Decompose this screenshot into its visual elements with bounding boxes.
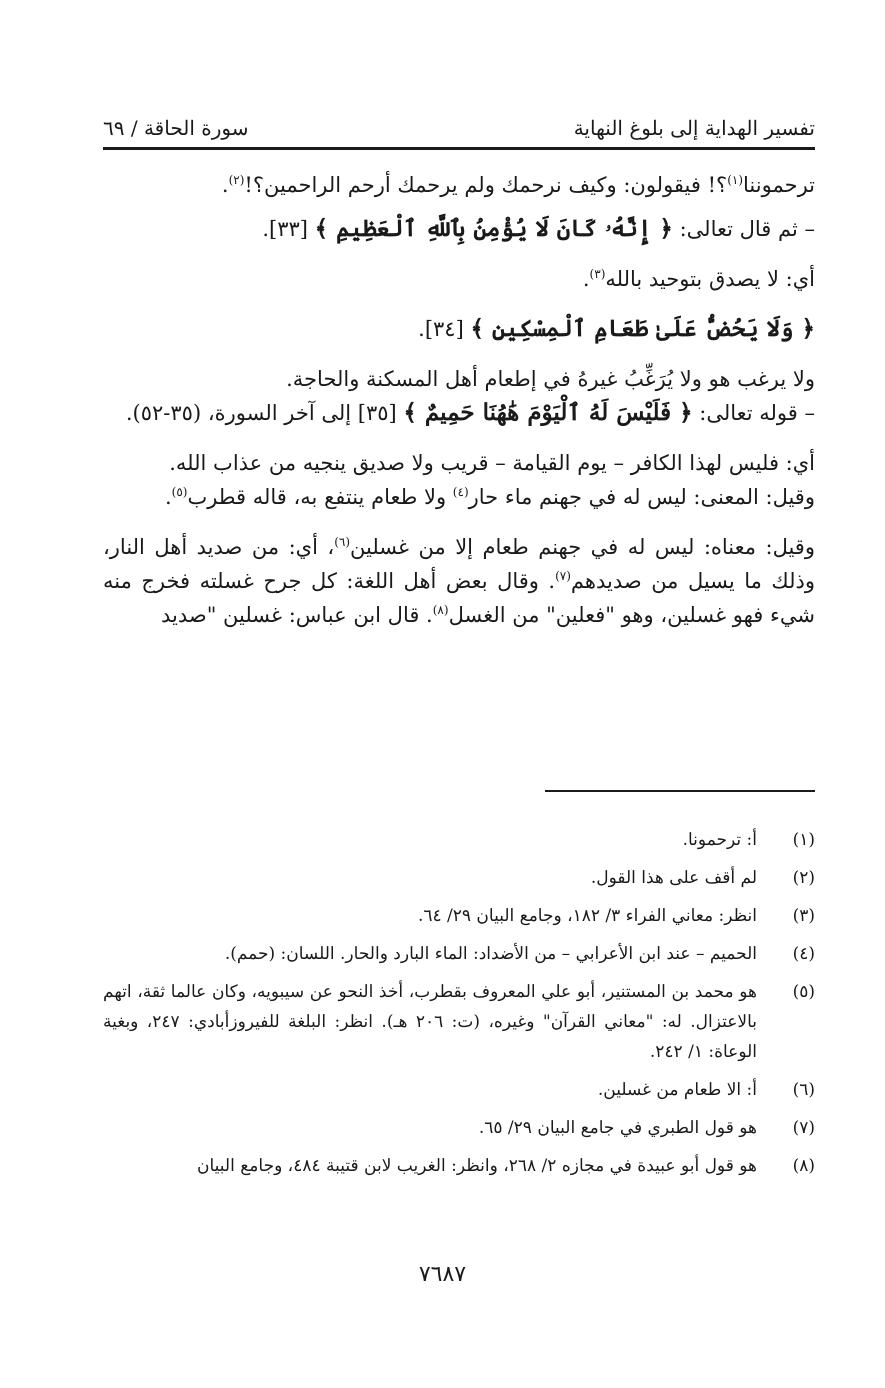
footnotes: [103, 825, 815, 1189]
paragraph: وقيل: معناه: ليس له في جهنم طعام إلا من غسلين$^{(٦)}$، أي: من صديد أهل النار، وذلك ما يسيل من صديدهم$^{(٧)}$. وقال بعض أهل اللغة: كل جرح غسلته فخرج منه شيء فهو غسلين، وهو "فعلين" من الغسل$^{(٨)}$. قال ابن عباس: غسلين "صديد: [103, 535, 816, 627]
footnote-item: [103, 825, 815, 855]
footnote-item: [103, 901, 815, 931]
footnote-text: هو قول الطبري في جامع البيان ٢٩/ ٦٥.: [478, 1118, 757, 1138]
footnote-number: (٤): [792, 944, 815, 964]
footnote-item: [103, 1113, 815, 1143]
footnote-text: لم أقف على هذا القول.: [590, 868, 757, 888]
footnote-text: الحميم – عند ابن الأعرابي – من الأضداد: الماء البارد والحار. اللسان: (حمم).: [224, 944, 757, 964]
footnote-item: [103, 863, 815, 893]
footnote-number: (٢): [792, 868, 815, 888]
footnote-number: (٧): [792, 1118, 815, 1138]
header-divider: [103, 147, 815, 150]
footnote-text: أ: الا طعام من غسلين.: [597, 1080, 757, 1100]
paragraph: ترحموننا$^{(١)}$؟! فيقولون: وكيف نرحمك ولم يرحمك أرحم الراحمين؟!$^{(٢)}$.: [221, 173, 815, 197]
paragraph: أي: لا يصدق بتوحيد بالله$^{(٣)}$.: [582, 267, 815, 291]
footnote-ref: (٨): [432, 603, 449, 617]
footnote-number: (١): [792, 830, 815, 850]
footnote-number: (٦): [792, 1080, 815, 1100]
footnote-text: هو محمد بن المستنير، أبو علي المعروف بقطرب، أخذ النحو عن سيبويه، وكان عالما ثقة، اتهم بالاعتزال. له: "معاني القرآن" وغيره، (ت: ٢٠٦ هـ). انظر: البلغة للفيروزأبادي: ٢٤٧، وبغية الوعاة: ١/ ٢٤٢.: [103, 982, 758, 1062]
surah-page-label: سورة الحاقة / ٦٩: [103, 116, 249, 140]
footnote-item: [103, 939, 815, 969]
quran-verse: ﴿ فَلَيْسَ لَهُ ٱلْيَوْمَ هَٰهُنَا حَمِيمٌ ﴾: [403, 399, 693, 426]
page-number: ٧٦٨٧: [418, 1262, 467, 1287]
footnote-number: (٨): [792, 1156, 815, 1176]
paragraph: – قوله تعالى: ﴿ فَلَيْسَ لَهُ ٱلْيَوْمَ هَٰهُنَا حَمِيمٌ ﴾ [٣٥] إلى آخر السورة، (٣٥-٥٢).: [125, 399, 815, 426]
footnote-text: هو قول أبو عبيدة في مجازه ٢/ ٢٦٨، وانظر: الغريب لابن قتيبة ٤٨٤، وجامع البيان: [197, 1156, 757, 1176]
quran-verse: ﴿ إِنَّهُۥ كَانَ لَا يُؤْمِنُ بِٱللَّهِ ٱلْعَظِيمِ ﴾: [314, 215, 673, 242]
footnote-item: [103, 1151, 815, 1181]
main-text: [103, 168, 815, 632]
footnote-item: [103, 1075, 815, 1105]
footnote-ref: (٧): [555, 569, 571, 583]
footnote-ref: (٦): [334, 535, 351, 549]
footnote-number: (٥): [792, 982, 815, 1002]
footnote-item: [103, 977, 815, 1067]
footnote-ref: (١): [727, 173, 744, 187]
footnote-divider: [545, 790, 815, 792]
footnote-ref: (٢): [228, 173, 245, 187]
footnote-ref: (٥): [171, 485, 188, 499]
paragraph: أي: فليس لهذا الكافر – يوم القيامة – قريب ولا صديق ينجيه من عذاب الله.: [169, 451, 815, 475]
book-title: تفسير الهداية إلى بلوغ النهاية: [573, 116, 815, 140]
paragraph: – ثم قال تعالى: ﴿ إِنَّهُۥ كَانَ لَا يُؤْمِنُ بِٱللَّهِ ٱلْعَظِيمِ ﴾ [٣٣].: [262, 215, 815, 242]
paragraph: ﴿ وَلَا يَحُضُّ عَلَىٰ طَعَامِ ٱلْمِسْكِينِ ﴾ [٣٤].: [418, 315, 815, 342]
footnote-ref: (٤): [452, 485, 469, 499]
footnote-text: انظر: معاني الفراء ٣/ ١٨٢، وجامع البيان ٢٩/ ٦٤.: [417, 906, 757, 926]
quran-verse: ﴿ وَلَا يَحُضُّ عَلَىٰ طَعَامِ ٱلْمِسْكِينِ ﴾: [470, 315, 815, 342]
footnote-number: (٣): [792, 906, 815, 926]
footnote-text: أ: ترحمونا.: [682, 830, 757, 850]
paragraph: وقيل: المعنى: ليس له في جهنم ماء حار$^{(٤)}$ ولا طعام ينتفع به، قاله قطرب$^{(٥)}$.: [164, 485, 815, 509]
paragraph: ولا يرغب هو ولا يُرَغِّبُ غيرهُ في إطعام أهل المسكنة والحاجة.: [286, 367, 815, 391]
running-header: [103, 100, 815, 140]
footnote-ref: (٣): [589, 267, 606, 281]
